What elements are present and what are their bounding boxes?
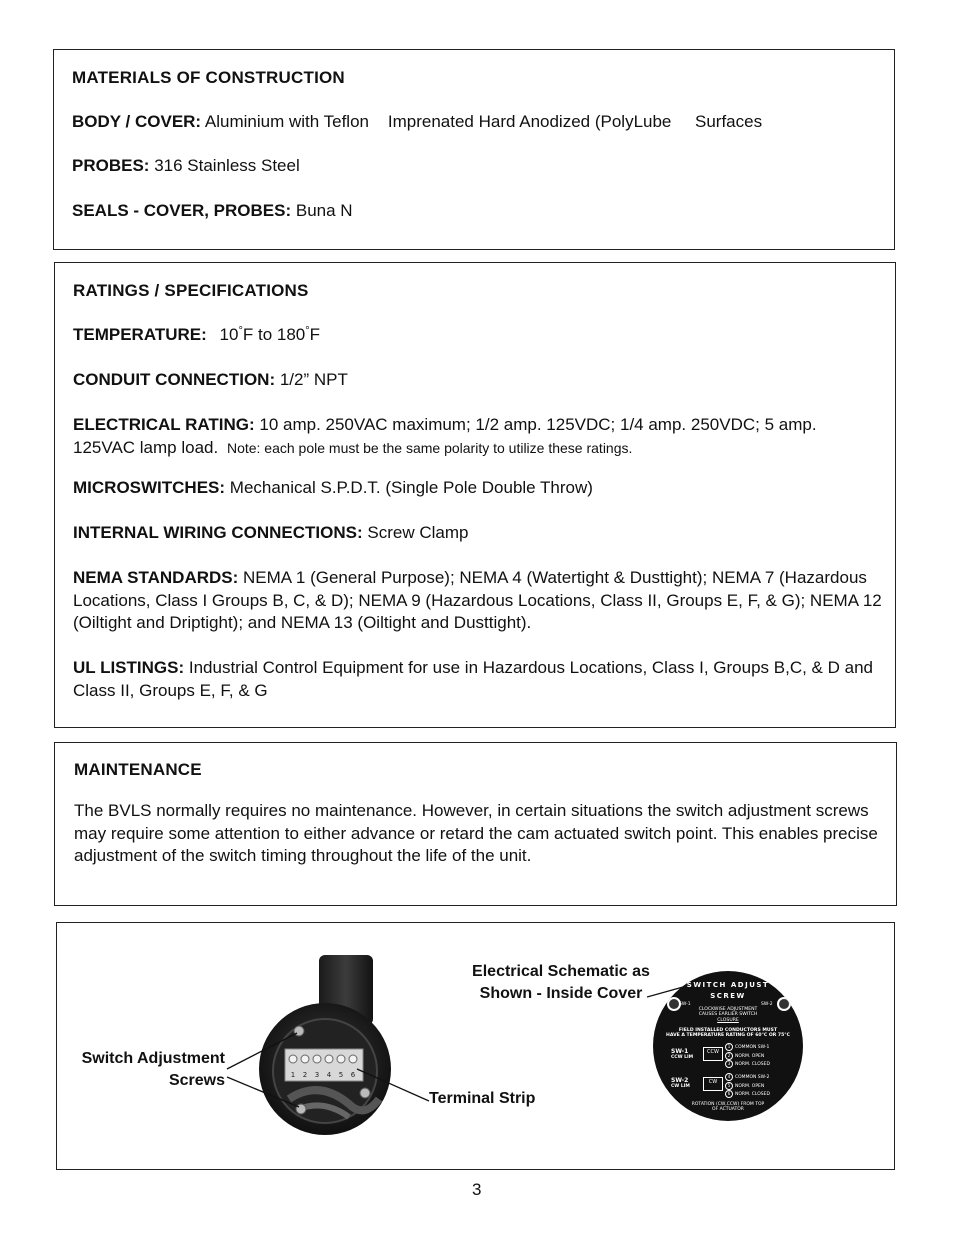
temperature-line	[73, 325, 320, 345]
term-row-6	[725, 1090, 770, 1099]
wiring-value: Screw Clamp	[367, 523, 469, 542]
seals-label: SEALS - COVER, PROBES:	[72, 201, 292, 220]
sw1-small: SW-1	[679, 1002, 691, 1007]
microswitches-line	[73, 478, 593, 498]
cw-box: CW	[703, 1077, 723, 1091]
ul-para	[73, 657, 883, 702]
terminal-list-2	[725, 1073, 770, 1099]
terminal-num-6: 6	[350, 1071, 356, 1079]
term-row-3	[725, 1060, 770, 1069]
page-number: 3	[472, 1180, 482, 1199]
probes-value: 316 Stainless Steel	[154, 156, 300, 175]
common-sw2: COMMON SW-2	[735, 1075, 770, 1080]
microswitches-value: Mechanical S.P.D.T. (Single Pole Double Throw)	[229, 478, 593, 497]
ratings-section	[54, 262, 896, 728]
terminal-num-4: 4	[326, 1071, 332, 1079]
switch-adjustment-callout	[67, 1048, 225, 1091]
nema-value: NEMA 1 (General Purpose); NEMA 4 (Watertight & Dusttight); NEMA 7 (Hazardous Locations, Class I Groups B, C, & D); NEMA 9 (Hazardous Locations, Class II, Groups E, F, & G); NEMA 12 (Oiltight and Driptight); and NEMA 13 (Oiltight and Dusttight).	[73, 568, 882, 632]
term-row-2	[725, 1052, 770, 1061]
ul-label: UL LISTINGS:	[73, 658, 185, 677]
electrical-value: 10 amp. 250VAC maximum; 1/2 amp. 125VDC; 1/4 amp. 250VDC; 5 amp. 125VAC lamp load.	[73, 415, 817, 457]
terminal-num-5: 5	[338, 1071, 344, 1079]
probes-line	[72, 156, 300, 176]
materials-title: MATERIALS OF CONSTRUCTION	[72, 68, 345, 87]
maintenance-section	[54, 742, 897, 906]
body-cover-value: Aluminium with Teflon Imprenated Hard Anodized (PolyLube Surfaces	[204, 112, 763, 131]
maintenance-text: The BVLS normally requires no maintenance. However, in certain situations the switch adjustment screws may require some attention to either advance or retard the cam actuated switch point. This enables precise adjustment of the switch timing throughout the life of the unit.	[74, 801, 878, 865]
enclosure-illustration	[207, 949, 507, 1149]
seals-value: Buna N	[295, 201, 353, 220]
term-6: 6	[725, 1090, 733, 1098]
ratings-title: RATINGS / SPECIFICATIONS	[73, 281, 309, 300]
microswitches-label: MICROSWITCHES:	[73, 478, 226, 497]
probes-label: PROBES:	[72, 156, 150, 175]
sw1-lim: CCW LIM	[671, 1055, 694, 1060]
wiring-line	[73, 523, 468, 543]
electrical-note: Note: each pole must be the same polarity to utilize these ratings.	[226, 439, 633, 456]
sw2-name: SW-2	[671, 1077, 689, 1084]
norm-closed-1: NORM. CLOSED	[735, 1062, 770, 1067]
body-cover-line	[72, 112, 762, 132]
terminal-num-2: 2	[302, 1071, 308, 1079]
common-sw1: COMMON SW-1	[735, 1045, 770, 1050]
rotation-2: OF ACTUATOR	[712, 1107, 744, 1113]
cover-label-disc	[653, 971, 803, 1121]
field-note	[653, 1028, 803, 1039]
wiring-label: INTERNAL WIRING CONNECTIONS:	[73, 523, 363, 542]
norm-closed-2: NORM. CLOSED	[735, 1092, 770, 1097]
clockwise-1: CLOCKWISE ADJUSTMENT	[698, 1007, 758, 1012]
body-cover-label: BODY / COVER:	[72, 112, 202, 131]
nema-label: NEMA STANDARDS:	[73, 568, 239, 587]
temp-unit: F	[309, 325, 321, 344]
term-5: 5	[725, 1082, 733, 1090]
rotation-note	[653, 1102, 803, 1112]
field-1: FIELD INSTALLED CONDUCTORS MUST	[678, 1028, 778, 1033]
norm-open-1: NORM. OPEN	[735, 1053, 765, 1059]
electrical-label: ELECTRICAL RATING:	[73, 415, 255, 434]
degree-symbol-2: °	[305, 325, 310, 337]
sw2-small: SW-2	[761, 1002, 773, 1007]
rotation-1: ROTATION (CW,CCW) FROM TOP	[691, 1102, 765, 1107]
ccw-box: CCW	[703, 1047, 723, 1061]
arc-text-1: SWITCH ADJUST	[686, 981, 770, 989]
electrical-rating-para	[73, 414, 883, 459]
ul-value: Industrial Control Equipment for use in Hazardous Locations, Class I, Groups B,C, & D and Class II, Groups E, F, & G	[73, 658, 873, 700]
adjust-screw-bottom	[296, 1104, 306, 1114]
arc-text-2: SCREW	[710, 992, 746, 1000]
schematic-line2: Shown - Inside Cover	[479, 984, 643, 1002]
term-4: 4	[725, 1073, 733, 1081]
nema-para	[73, 567, 883, 635]
clockwise-3: CLOSURE	[717, 1017, 739, 1023]
sw2-lim: CW LIM	[671, 1084, 690, 1089]
terminal-list-1	[725, 1043, 770, 1069]
degree-symbol-1: °	[238, 325, 243, 337]
temp-to: F to 180	[242, 325, 306, 344]
sw1-name: SW-1	[671, 1048, 689, 1055]
temperature-value	[220, 325, 321, 344]
switch-adjustment-line1: Switch Adjustment	[81, 1050, 225, 1067]
term-3: 3	[725, 1060, 733, 1068]
terminal-strip-callout: Terminal Strip	[429, 1090, 536, 1107]
temperature-label: TEMPERATURE:	[73, 325, 207, 344]
seals-line	[72, 201, 353, 221]
field-2: HAVE A TEMPERATURE RATING OF 60°C OR 75°C	[666, 1033, 790, 1039]
sw1-block	[671, 1049, 693, 1061]
figure-section	[56, 922, 895, 1170]
norm-open-2: NORM. OPEN	[735, 1083, 765, 1089]
term-row-5	[725, 1082, 770, 1091]
terminal-num-1: 1	[290, 1071, 296, 1079]
maintenance-title: MAINTENANCE	[74, 760, 202, 779]
term-row-1	[725, 1043, 770, 1052]
term-row-4	[725, 1073, 770, 1082]
terminal-num-3: 3	[314, 1071, 320, 1079]
switch-adjustment-line2: Screws	[168, 1071, 225, 1089]
clockwise-2: CAUSES EARLIER SWITCH	[698, 1012, 758, 1018]
conduit-value: 1/2” NPT	[279, 370, 348, 389]
term-1: 1	[725, 1043, 733, 1051]
temp-low: 10	[219, 325, 239, 344]
schematic-line1: Electrical Schematic as	[472, 963, 650, 980]
conduit-line	[73, 370, 348, 390]
conduit-label: CONDUIT CONNECTION:	[73, 370, 276, 389]
term-2: 2	[725, 1052, 733, 1060]
clockwise-note	[653, 1007, 803, 1023]
sw2-block	[671, 1078, 690, 1090]
materials-section	[53, 49, 895, 250]
